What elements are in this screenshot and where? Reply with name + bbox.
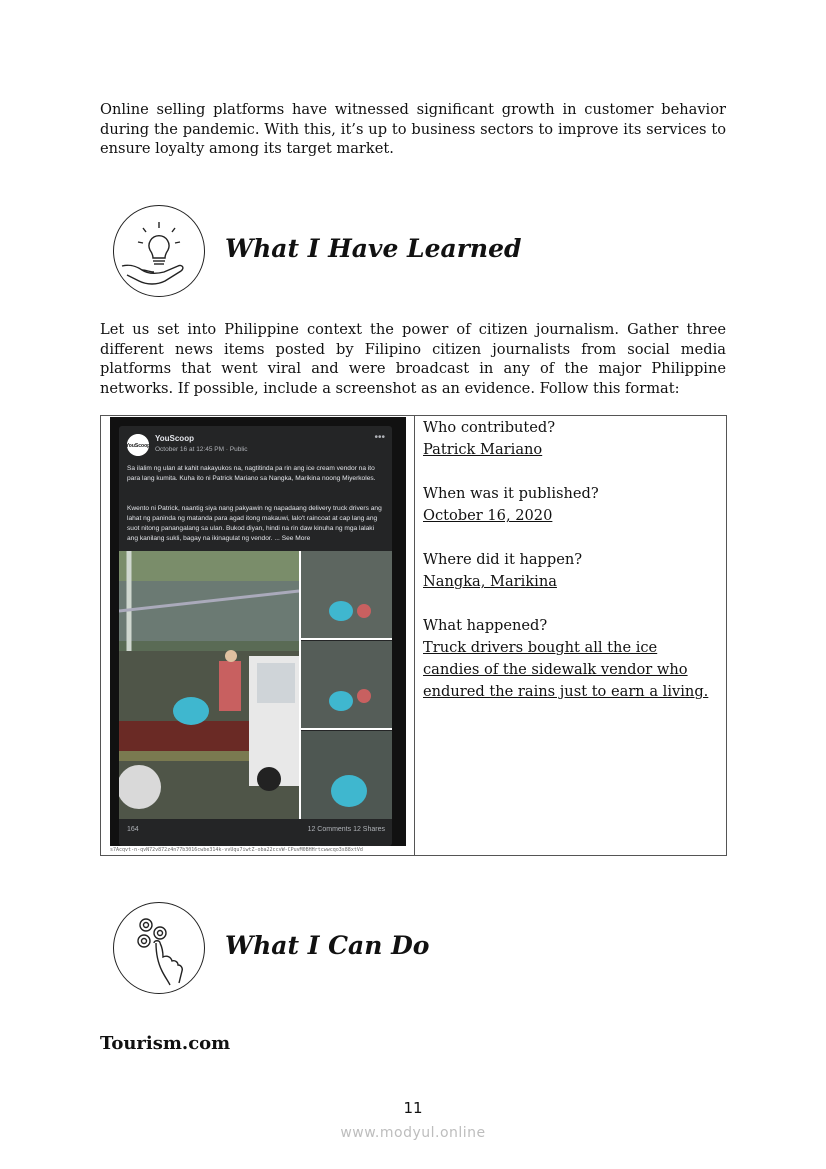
instructions-paragraph: Let us set into Philippine context the power of citizen journalism. Gather three different news items posted by Filipino citizen journalists from social media platforms that went viral and were broadcast in any of the major Philippine networks. If possible, include a screenshot as an evidence. Follow this format: bbox=[100, 321, 726, 397]
post-photo bbox=[119, 551, 392, 819]
post-text-1: Sa ilalim ng ulan at kahit nakayukos na, nagtitinda pa rin ang ice cream vendor na ito para lang kumita. Kuha ito ni Patrick Mariano sa Nangka, Marikina noong Miyerkoles. bbox=[127, 465, 376, 482]
post-card bbox=[119, 426, 392, 846]
question-published: When was it published? bbox=[423, 485, 599, 502]
page-number: 11 bbox=[403, 1099, 423, 1117]
screenshot-url: s7Acqvt-n-qvN72v872z4n77b3016cwbe314k-vvUqu7iwtZ-oba22ccvW-CPuvM0BHHrtcwwcqo3s88xtVd bbox=[110, 846, 406, 855]
activity-title: Tourism.com bbox=[100, 1033, 231, 1054]
answer-published: October 16, 2020 bbox=[423, 507, 553, 524]
lightbulb-hand-icon bbox=[113, 205, 205, 297]
answer-what-happened: Truck drivers bought all the ice candies of the sidewalk vendor who endured the rains just to earn a living. bbox=[423, 639, 709, 700]
avatar-text: YouScoop bbox=[127, 443, 149, 449]
comments-shares: 12 Comments 12 Shares bbox=[307, 826, 385, 833]
more-options-icon: ••• bbox=[374, 432, 385, 443]
answer-contributor: Patrick Mariano bbox=[423, 441, 543, 458]
avatar bbox=[127, 434, 149, 456]
question-contributor: Who contributed? bbox=[423, 419, 556, 436]
gears-hand-icon bbox=[113, 902, 205, 994]
answer-location: Nangka, Marikina bbox=[423, 573, 557, 590]
intro-paragraph: Online selling platforms have witnessed significant growth in customer behavior during the pandemic. With this, it’s up to business sectors to improve its services to ensure loyalty among its target market. bbox=[100, 101, 726, 157]
facebook-post-screenshot bbox=[110, 417, 406, 855]
reaction-count: 164 bbox=[127, 826, 139, 833]
format-table bbox=[100, 415, 727, 856]
page-name: YouScoop bbox=[155, 434, 194, 443]
question-location: Where did it happen? bbox=[423, 551, 583, 568]
section-title-what-i-can-do: What I Can Do bbox=[225, 931, 430, 960]
post-meta: October 16 at 12:45 PM · Public bbox=[155, 446, 248, 453]
website-footer: www.modyul.online bbox=[340, 1125, 486, 1141]
section-title-what-i-have-learned: What I Have Learned bbox=[225, 234, 522, 263]
question-what-happened: What happened? bbox=[423, 617, 548, 634]
format-answers-cell bbox=[415, 416, 727, 856]
post-text-2: Kwento ni Patrick, naantig siya nang pakyawin ng napadaang delivery truck drivers ang lahat ng paninda ng matanda para agad itong makauwi, lalo't raincoat at cap lang ang suot nitong panangalang sa ulan. Bukod diyan, hindi na rin daw kinuha ng mga lalaki ang kanilang sukli, bagay na ikinagulat ng vendor. ... See More bbox=[127, 505, 382, 542]
post-header bbox=[127, 432, 385, 460]
screenshot-cell bbox=[101, 416, 415, 856]
